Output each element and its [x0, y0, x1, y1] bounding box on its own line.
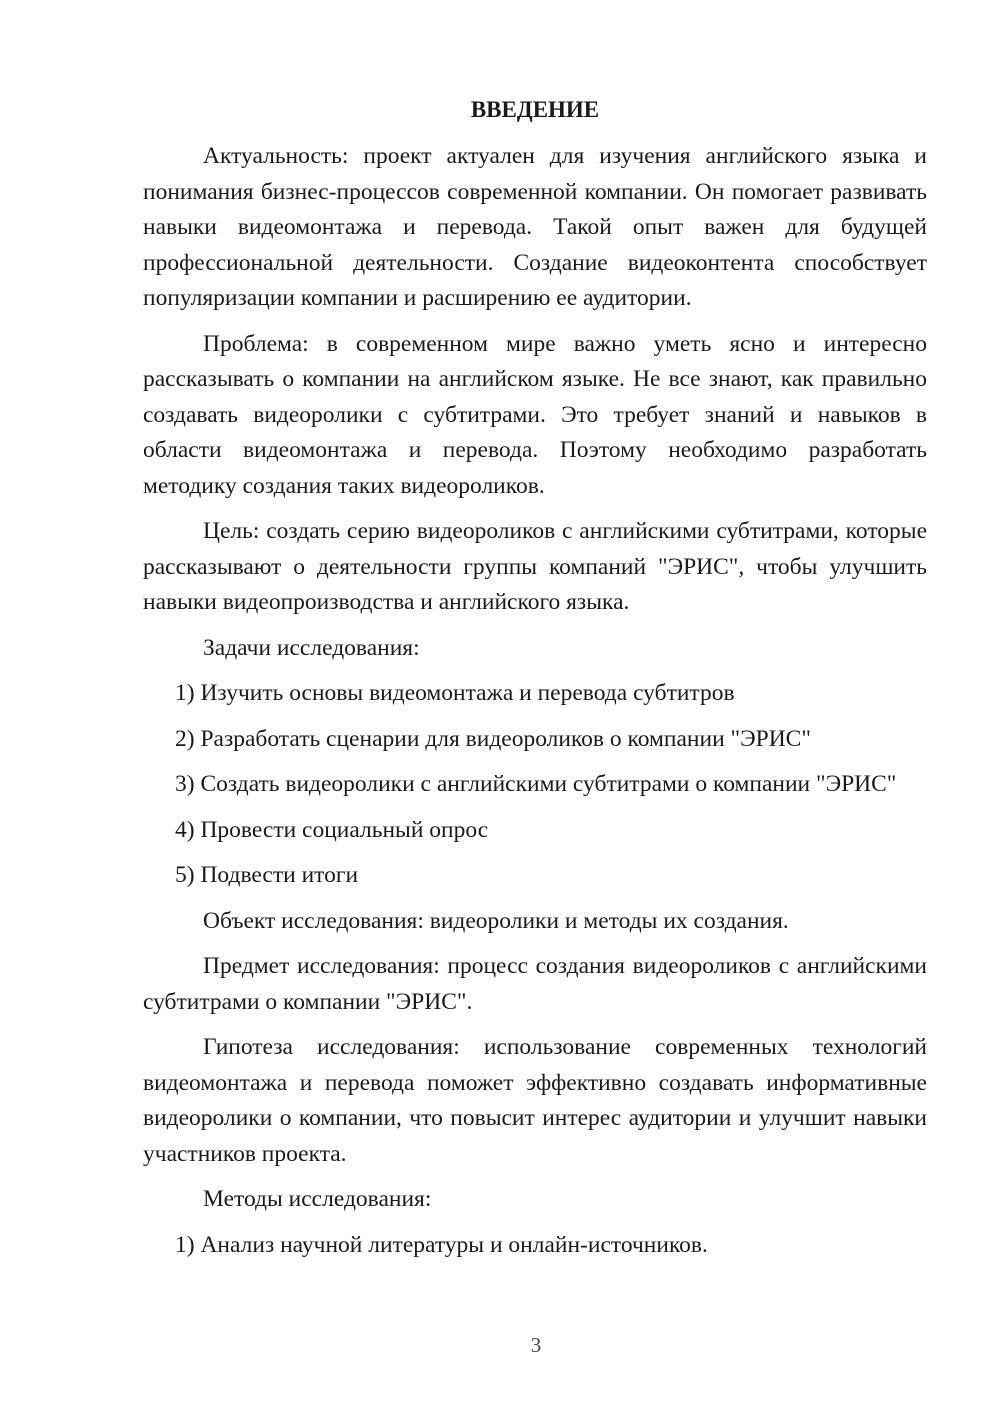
paragraph-object: Объект исследования: видеоролики и методы их создания.: [203, 907, 789, 934]
paragraph-problem: Проблема: в современном мире важно уметь ясно и интересно рассказывать о компании на английском языке. Не все знают, как правильно создавать видеоролики с субтитрами. Это требует знаний и навыков в области видеомонтажа и перевода. Поэтому необходимо разработать методику создания таких видеороликов.: [143, 330, 927, 499]
task-item-4: 4) Провести социальный опрос: [175, 816, 489, 843]
task-item-5: 5) Подвести итоги: [175, 862, 359, 888]
task-item-3: 3) Создать видеоролики с английскими субтитрами о компании "ЭРИС": [175, 771, 897, 797]
text-column: [143, 95, 927, 1273]
tasks-title: Задачи исследования:: [203, 634, 420, 661]
paragraph-goal: Цель: создать серию видеороликов с английскими субтитрами, которые рассказывают о деятельности группы компаний "ЭРИС", чтобы улучшить навыки видеопроизводства и английского языка.: [143, 518, 927, 615]
paragraph-hypothesis: Гипотеза исследования: использование современных технологий видеомонтажа и перевода поможет эффективно создавать информативные видеоролики о компании, что повысит интерес аудитории и улучшит навыки участников проекта.: [143, 1034, 927, 1167]
task-item-1: 1) Изучить основы видеомонтажа и перевода субтитров: [175, 680, 735, 706]
methods-title: Методы исследования:: [203, 1186, 432, 1212]
method-item-1: 1) Анализ научной литературы и онлайн-источников.: [175, 1231, 708, 1258]
section-heading: ВВЕДЕНИЕ: [470, 97, 600, 122]
page-number: 3: [530, 1333, 542, 1357]
paragraph-relevance: Актуальность: проект актуален для изучения английского языка и понимания бизнес-процессов современной компании. Он помогает развивать навыки видеомонтажа и перевода. Такой опыт важен для будущей профессиональной деятельности. Создание видеоконтента способствует популяризации компании и расширению ее аудитории.: [143, 143, 927, 311]
task-item-2: 2) Разработать сценарии для видеороликов о компании "ЭРИС": [175, 725, 811, 752]
paragraph-subject: Предмет исследования: процесс создания видеороликов с английскими субтитрами о компании "ЭРИС".: [143, 953, 927, 1015]
